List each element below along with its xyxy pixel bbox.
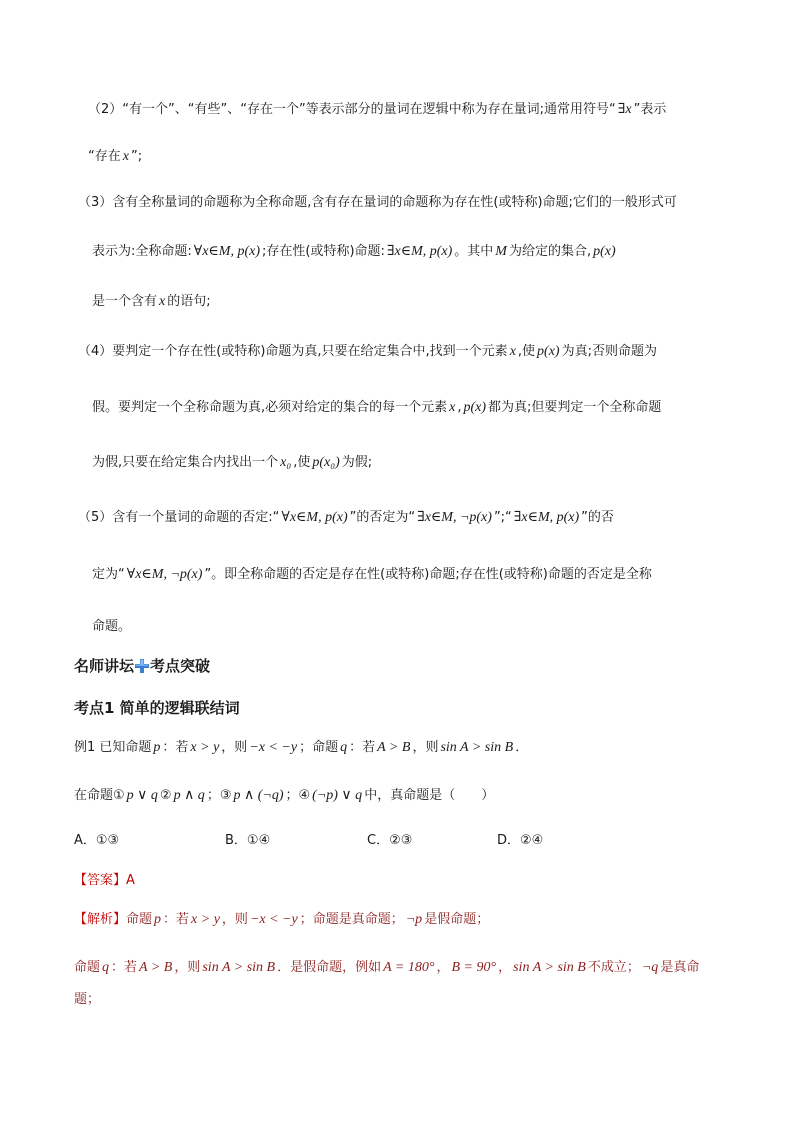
text-run: ． xyxy=(515,740,529,755)
math-expr: A > B xyxy=(139,960,173,975)
note-item5-line2 xyxy=(92,566,652,584)
text-run: ；④ xyxy=(285,788,311,803)
math-expr: A = 180° xyxy=(383,960,435,975)
section-heading-right: 考点突破 xyxy=(150,657,211,675)
text-run: 。其中 xyxy=(454,244,494,259)
note-item4-line2 xyxy=(92,399,661,417)
text-run: 在命题① xyxy=(74,788,125,803)
text-run: ，则 xyxy=(174,960,201,975)
math-expr: x₀ xyxy=(280,455,292,470)
analysis-line3 xyxy=(74,991,100,1009)
math-expr: ∃x∈M, ¬p(x) xyxy=(417,510,492,525)
text-run: , xyxy=(457,400,462,415)
text-run: 例1 已知命题 xyxy=(74,740,152,755)
math-expr: q xyxy=(340,740,348,755)
text-run: ：若 xyxy=(111,960,138,975)
option-a: A．①③ xyxy=(74,833,120,848)
text-run: （4）要判定一个存在性(或特称)命题为真,只要在给定集合中,找到一个元素 xyxy=(78,344,508,359)
text-run: 是真命 xyxy=(660,960,700,975)
math-expr: ¬p xyxy=(405,912,423,927)
text-run: ．是假命题，例如 xyxy=(277,960,382,975)
topic-heading: 考点1 简单的逻辑联结词 xyxy=(74,699,240,717)
math-expr: ∃x∈M, p(x) xyxy=(513,510,580,525)
text-run: ;存在性(或特称)命题: xyxy=(262,244,385,259)
math-expr: p xyxy=(154,912,162,927)
text-run: ”的否 xyxy=(581,510,614,525)
math-expr: x > y xyxy=(191,912,220,927)
note-item4-line3 xyxy=(92,454,372,472)
text-run: （3）含有全称量词的命题称为全称命题,含有存在量词的命题称为存在性(或特称)命题;它们的一般形式可 xyxy=(78,195,677,210)
text-run: ”;“ xyxy=(493,510,512,525)
math-expr: p(x₀) xyxy=(312,455,340,470)
note-item2-line1 xyxy=(88,101,666,119)
option-d: D．②④ xyxy=(497,833,544,848)
note-item4-line1 xyxy=(78,343,657,361)
math-expr: ∀x∈M, ¬p(x) xyxy=(126,567,203,582)
note-item5-line3 xyxy=(92,618,131,636)
text-run: 题； xyxy=(74,992,101,1007)
math-expr: x > y xyxy=(190,740,220,755)
math-expr: sin A > sin B xyxy=(513,960,586,975)
section-heading xyxy=(74,656,210,676)
math-expr: p(x) xyxy=(593,244,616,259)
text-run: 命题 xyxy=(126,912,153,927)
text-run: ， xyxy=(436,960,450,975)
math-expr: A > B xyxy=(377,740,411,755)
math-expr: x xyxy=(122,149,129,164)
answer-label: 【答案】 xyxy=(74,873,127,888)
text-run: 为真;否则命题为 xyxy=(561,344,657,359)
math-expr: ∃x xyxy=(617,102,632,117)
text-run: 不成立； xyxy=(587,960,640,975)
text-run: ；③ xyxy=(206,788,232,803)
math-expr: −x < −y xyxy=(249,740,298,755)
text-run: 命题 xyxy=(74,960,101,975)
text-run: “存在 xyxy=(88,149,121,164)
blue-cross-icon xyxy=(135,658,149,672)
analysis-label: 【解析】 xyxy=(74,912,127,927)
text-run: （5）含有一个量词的命题的否定:“ xyxy=(78,510,280,525)
math-expr: sin A > sin B xyxy=(202,960,276,975)
text-run: 都为真;但要判定一个全称命题 xyxy=(488,400,662,415)
math-expr: p(x) xyxy=(537,344,560,359)
math-expr: ∀x∈M, p(x) xyxy=(193,244,260,259)
text-run: ”; xyxy=(130,149,143,164)
math-expr: x xyxy=(449,400,456,415)
note-item5-line1 xyxy=(78,509,614,527)
text-run: ,使 xyxy=(517,344,536,359)
text-run: ；命题 xyxy=(299,740,339,755)
text-run: ”。即全称命题的否定是存在性(或特称)命题;存在性(或特称)命题的否定是全称 xyxy=(204,567,652,582)
text-run: ”表示 xyxy=(633,102,667,117)
text-run: 是假命题； xyxy=(424,912,490,927)
text-run: 假。要判定一个全称命题为真,必须对给定的集合的每一个元素 xyxy=(92,400,448,415)
math-expr: B = 90° xyxy=(451,960,497,975)
text-run: 的语句; xyxy=(167,294,211,309)
option-b: B．①④ xyxy=(225,833,271,848)
text-run: ；命题是真命题； xyxy=(299,912,404,927)
text-run: ，则 xyxy=(221,740,248,755)
math-expr: x xyxy=(159,294,166,309)
text-run: ② xyxy=(159,788,172,803)
text-run: ,使 xyxy=(293,455,311,470)
text-run: ”的否定为“ xyxy=(349,510,416,525)
math-expr: p(x) xyxy=(463,400,487,415)
math-expr: ¬q xyxy=(641,960,659,975)
math-expr: x xyxy=(509,344,516,359)
text-run: ：若 xyxy=(349,740,376,755)
math-expr: (¬p) ∨ q xyxy=(312,788,363,803)
analysis-line2 xyxy=(74,959,699,977)
math-expr: p ∧ (¬q) xyxy=(233,788,284,803)
text-run: 中，真命题是（ ） xyxy=(364,788,495,803)
math-expr: p ∨ q xyxy=(126,788,158,803)
section-heading-left: 名师讲坛 xyxy=(74,657,135,675)
math-expr: ∀x∈M, p(x) xyxy=(281,510,348,525)
math-expr: ∃x∈M, p(x) xyxy=(386,244,453,259)
text-run: 为假; xyxy=(341,455,373,470)
text-run: 定为“ xyxy=(92,567,125,582)
math-expr: q xyxy=(102,960,110,975)
text-run: 是一个含有 xyxy=(92,294,158,309)
note-item3-line2 xyxy=(92,243,618,261)
math-expr: −x < −y xyxy=(249,912,298,927)
example-stem xyxy=(74,739,528,757)
text-run: 为给定的集合, xyxy=(508,244,592,259)
note-item3-line1 xyxy=(78,194,677,212)
example-question xyxy=(74,787,494,805)
answer-line xyxy=(74,872,135,890)
math-expr: p ∧ q xyxy=(173,788,205,803)
option-c: C．②③ xyxy=(367,833,413,848)
text-run: ，则 xyxy=(412,740,439,755)
note-item3-line3 xyxy=(92,293,211,311)
math-expr: sin A > sin B xyxy=(440,740,514,755)
text-run: ：若 xyxy=(163,912,190,927)
math-expr: p xyxy=(153,740,161,755)
math-expr: M xyxy=(495,244,507,259)
text-run: 命题。 xyxy=(92,619,132,634)
text-run: （2）“有一个”、“有些”、“存在一个”等表示部分的量词在逻辑中称为存在量词;通常用符号“ xyxy=(88,102,616,117)
text-run: ， xyxy=(498,960,512,975)
text-run: 表示为:全称命题: xyxy=(92,244,192,259)
text-run: 为假,只要在给定集合内找出一个 xyxy=(92,455,279,470)
note-item2-line2 xyxy=(88,148,142,166)
answer-value: A xyxy=(126,873,135,888)
text-run: ：若 xyxy=(162,740,189,755)
analysis-line1 xyxy=(74,911,489,929)
text-run: ，则 xyxy=(221,912,248,927)
